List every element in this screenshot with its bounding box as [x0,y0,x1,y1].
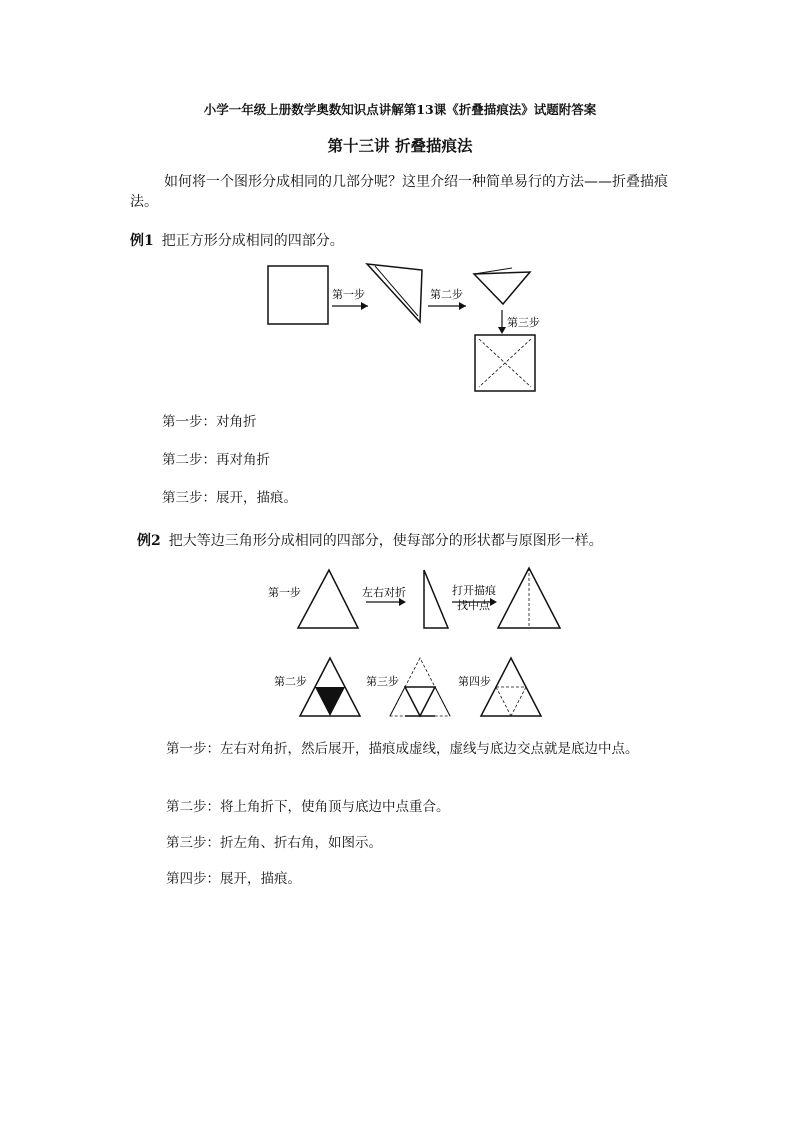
ex2-fig-step2-label: 第二步 [274,675,307,688]
example2-step-1: 第一步：左右对角折，然后展开，描痕成虚线，虚线与底边交点就是底边中点。 [166,741,639,757]
example2-label: 例2 [137,533,161,549]
example2-text: 把大等边三角形分成相同的四部分，使每部分的形状都与原图形一样。 [168,533,603,549]
ex2-fig-step1-label: 第一步 [268,586,301,599]
arrowhead-icon [361,302,368,310]
arrowhead-icon [498,327,506,334]
half-triangle-shape [424,570,448,628]
folded-triangle-shape [367,264,422,322]
example1-heading [130,230,344,250]
ex1-fig-step1-label: 第一步 [332,288,365,301]
example2-step-4: 第四步：展开，描痕。 [166,871,301,887]
crease-line [496,687,511,716]
example2-figure [262,564,572,724]
document-title: 小学一年级上册数学奥数知识点讲解第13课《折叠描痕法》试题附答案 [203,102,597,117]
arrowhead-icon [490,598,497,606]
ex2-open-label-1: 打开描痕 [452,584,496,597]
example1-step-2: 第二步：再对角折 [162,452,270,468]
fold-edge [390,687,405,716]
example1-figure [260,258,570,400]
folded-corners-shape [405,687,435,716]
example2-heading [137,530,603,550]
arrowhead-icon [459,302,466,310]
quarter-triangle-shape [474,272,530,304]
arrowhead-icon [399,598,406,606]
intro-paragraph: 如何将一个图形分成相同的几部分呢？这里介绍一种简单易行的方法——折叠描痕法。 [130,174,668,210]
fold-line [375,266,418,316]
ex1-fig-step3-label: 第三步 [507,316,540,329]
example2-step-2: 第二步：将上角折下，使角顶与底边中点重合。 [166,799,450,815]
example1-step-3: 第三步：展开，描痕。 [162,490,297,506]
equilateral-triangle-shape [298,570,358,628]
square-shape [268,266,328,324]
ex2-open-label-2: 找中点 [457,599,490,612]
example1-text: 把正方形分成相同的四部分。 [161,233,344,249]
example1-label: 例1 [130,233,154,249]
example2-step-3: 第三步：折左角、折右角，如图示。 [166,835,382,851]
fold-edge [435,687,450,716]
folded-top-shaded-shape [315,687,345,716]
ex2-fig-step3-label: 第三步 [366,675,399,688]
crease-line [511,687,526,716]
ex1-fig-step2-label: 第二步 [430,288,463,301]
ex2-fold-lr-label: 左右对折 [362,586,406,599]
example1-step-1: 第一步：对角折 [162,414,257,430]
ex2-fig-step4-label: 第四步 [458,675,491,688]
lesson-title: 第十三讲 折叠描痕法 [327,136,473,155]
